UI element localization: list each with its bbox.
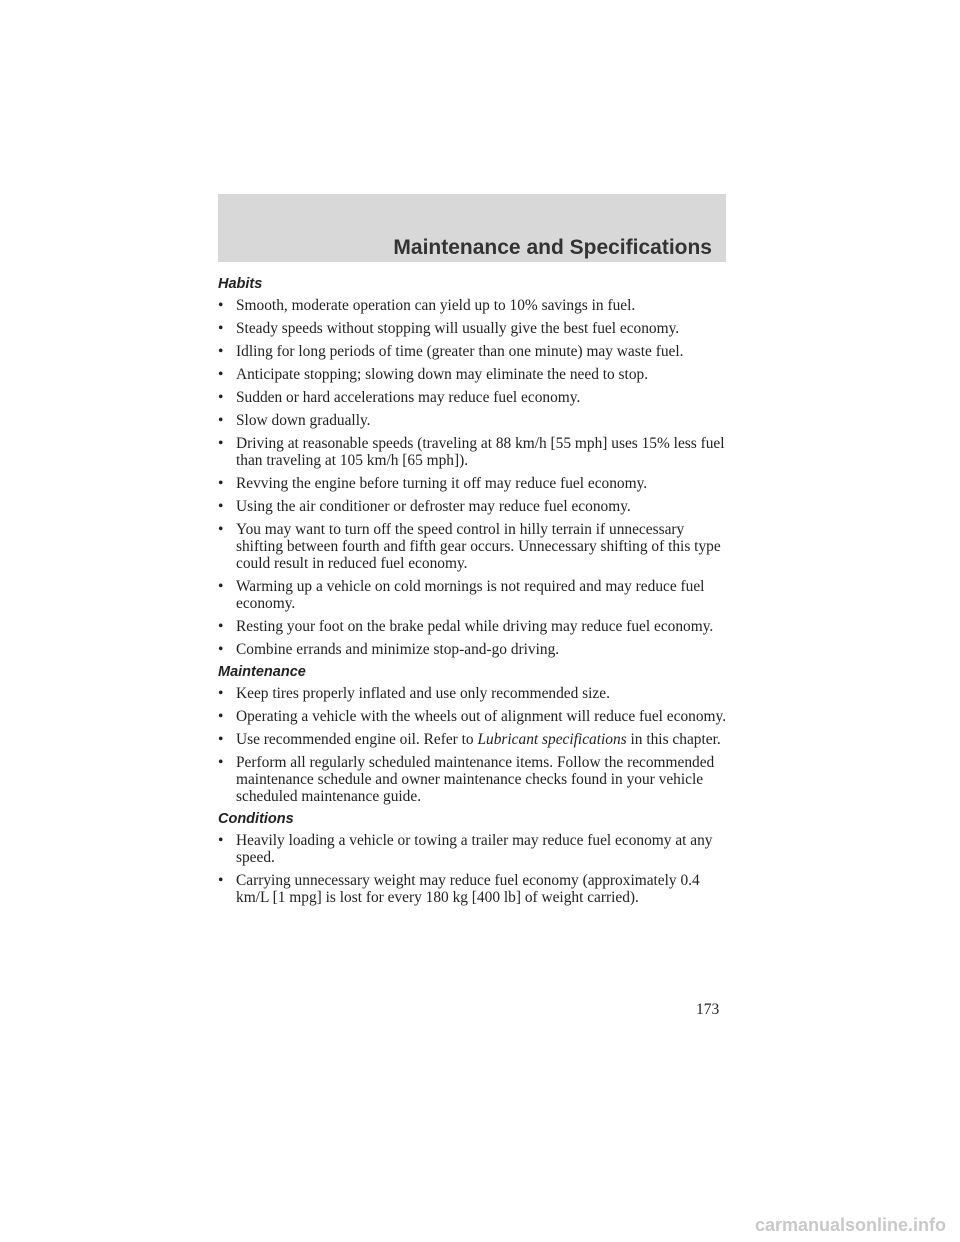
section-habits [218, 276, 728, 658]
bullet-icon: • [218, 521, 224, 538]
bullet-icon: • [218, 754, 224, 771]
list-item-text: Resting your foot on the brake pedal while driving may reduce fuel economy. [236, 618, 714, 635]
bullet-icon: • [218, 389, 224, 406]
bullet-icon: • [218, 343, 224, 360]
list-item-text: Steady speeds without stopping will usually give the best fuel economy. [236, 320, 680, 337]
bullet-icon: • [218, 685, 224, 702]
list-item-text: Anticipate stopping; slowing down may eliminate the need to stop. [236, 366, 649, 383]
list-item-text: Smooth, moderate operation can yield up to 10% savings in fuel. [236, 297, 636, 314]
bullet-icon: • [218, 731, 224, 748]
list-item [218, 872, 728, 906]
list-item-text: Use recommended engine oil. Refer to [236, 731, 478, 748]
bullet-icon: • [218, 475, 224, 492]
list-item-text: Using the air conditioner or defroster may reduce fuel economy. [236, 498, 631, 515]
list-item-text: Heavily loading a vehicle or towing a trailer may reduce fuel economy at any speed. [236, 832, 713, 866]
bullet-icon: • [218, 708, 224, 725]
bullet-list [218, 297, 728, 658]
section-maintenance [218, 664, 728, 805]
list-item [218, 708, 728, 725]
bullet-icon: • [218, 366, 224, 383]
list-item [218, 320, 728, 337]
bullet-icon: • [218, 618, 224, 635]
bullet-icon: • [218, 832, 224, 849]
bullet-icon: • [218, 412, 224, 429]
watermark: carmanualsonline.info [754, 1215, 946, 1235]
list-item [218, 521, 728, 572]
section-heading: Maintenance [218, 664, 306, 680]
list-item-text: Operating a vehicle with the wheels out of alignment will reduce fuel economy. [236, 708, 727, 725]
page-content [218, 276, 728, 912]
list-item [218, 641, 728, 658]
list-item [218, 731, 728, 748]
list-item [218, 685, 728, 702]
list-item-text: Perform all regularly scheduled maintenance items. Follow the recommended maintenance schedule and owner maintenance checks found in your vehicle scheduled maintenance guide. [236, 754, 715, 805]
section-conditions [218, 811, 728, 906]
list-item [218, 754, 728, 805]
bullet-icon: • [218, 498, 224, 515]
bullet-icon: • [218, 578, 224, 595]
list-item [218, 578, 728, 612]
list-item [218, 412, 728, 429]
list-item-text: Warming up a vehicle on cold mornings is not required and may reduce fuel economy. [236, 578, 705, 612]
list-item-text: Revving the engine before turning it off may reduce fuel economy. [236, 475, 648, 492]
list-item [218, 498, 728, 515]
bullet-list [218, 685, 728, 805]
bullet-icon: • [218, 872, 224, 889]
section-heading: Conditions [218, 811, 294, 827]
bullet-icon: • [218, 297, 224, 314]
bullet-list [218, 832, 728, 906]
list-item [218, 475, 728, 492]
list-item-text: in this chapter. [626, 731, 721, 748]
list-item [218, 297, 728, 314]
page-title: Maintenance and Specifications [393, 236, 712, 259]
bullet-icon: • [218, 641, 224, 658]
page-number: 173 [696, 1001, 720, 1018]
list-item-text: Combine errands and minimize stop-and-go driving. [236, 641, 560, 658]
bullet-icon: • [218, 320, 224, 337]
list-item [218, 389, 728, 406]
list-item-text: Keep tires properly inflated and use only recommended size. [236, 685, 610, 702]
list-item [218, 832, 728, 866]
cross-reference: Lubricant specifications [477, 731, 627, 748]
list-item-text: Idling for long periods of time (greater than one minute) may waste fuel. [236, 343, 684, 360]
list-item-text: Driving at reasonable speeds (traveling at 88 km/h [55 mph] uses 15% less fuel than traveling at 105 km/h [65 mph]). [236, 435, 725, 469]
list-item [218, 343, 728, 360]
list-item [218, 366, 728, 383]
header-band [218, 194, 726, 262]
section-heading: Habits [218, 276, 263, 292]
list-item-text: Sudden or hard accelerations may reduce fuel economy. [236, 389, 581, 406]
bullet-icon: • [218, 435, 224, 452]
list-item-text: You may want to turn off the speed control in hilly terrain if unnecessary shifting between fourth and fifth gear occurs. Unnecessary shifting of this type could result in reduced fuel economy. [236, 521, 721, 572]
list-item-text: Slow down gradually. [236, 412, 371, 429]
list-item-text: Carrying unnecessary weight may reduce fuel economy (approximately 0.4 km/L [1 mpg] is lost for every 180 kg [400 lb] of weight carried). [236, 872, 700, 906]
list-item [218, 618, 728, 635]
list-item [218, 435, 728, 469]
